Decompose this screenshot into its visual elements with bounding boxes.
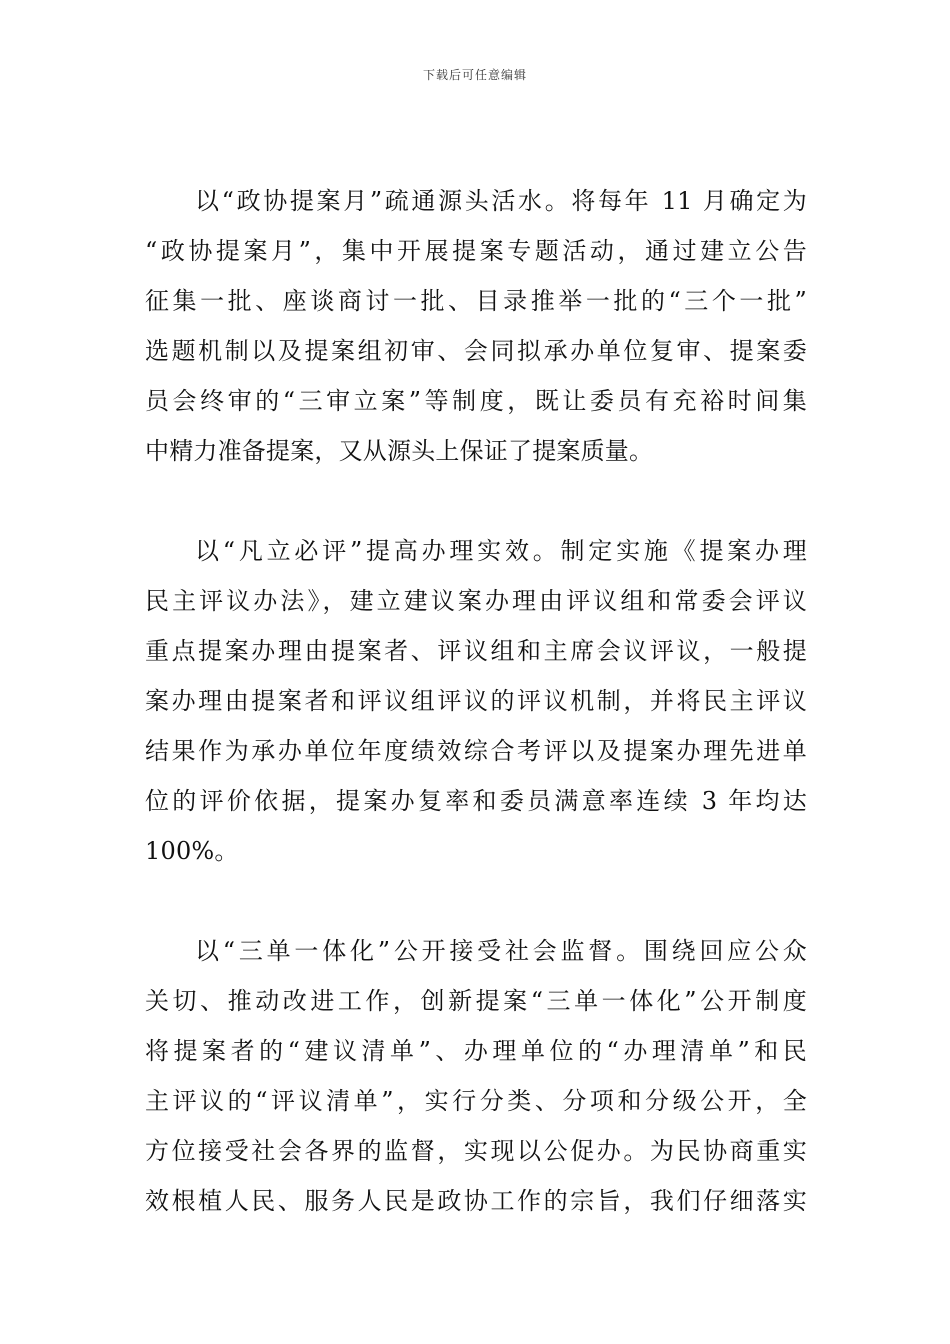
paragraph-line: 位的评价依据，提案办复率和委员满意率连续 3 年均达 bbox=[145, 787, 807, 815]
paragraph-line: 民主评议办法》，建立建议案办理由评议组和常委会评议 bbox=[145, 587, 807, 615]
paragraph-line: 结果作为承办单位年度绩效综合考评以及提案办理先进单 bbox=[145, 737, 807, 765]
paragraph-line: 以“凡立必评”提高办理实效。制定实施《提案办理 bbox=[195, 537, 807, 565]
paragraph-line: 中精力准备提案，又从源头上保证了提案质量。 bbox=[145, 437, 654, 465]
paragraph-line: 选题机制以及提案组初审、会同拟承办单位复审、提案委 bbox=[145, 337, 807, 365]
header-note: 下载后可任意编辑 bbox=[422, 68, 527, 82]
paragraph-line: 以“三单一体化”公开接受社会监督。围绕回应公众 bbox=[195, 937, 807, 965]
paragraph-line: 主评议的“评议清单”，实行分类、分项和分级公开，全 bbox=[145, 1087, 807, 1115]
paragraph-line: 案办理由提案者和评议组评议的评议机制，并将民主评议 bbox=[145, 687, 807, 715]
paragraph-line: 100%。 bbox=[145, 837, 239, 865]
paragraph-line: 将提案者的“建议清单”、办理单位的“办理清单”和民 bbox=[145, 1037, 807, 1065]
paragraph-line: “政协提案月”，集中开展提案专题活动，通过建立公告 bbox=[145, 237, 807, 265]
paragraph-line: 重点提案办理由提案者、评议组和主席会议评议，一般提 bbox=[145, 637, 807, 665]
paragraph-line: 方位接受社会各界的监督，实现以公促办。为民协商重实 bbox=[145, 1137, 807, 1165]
paragraph-line: 关切、推动改进工作，创新提案“三单一体化”公开制度 bbox=[145, 987, 807, 1015]
paragraph-line: 以“政协提案月”疏通源头活水。将每年 11 月确定为 bbox=[195, 187, 807, 215]
paragraph-2 bbox=[145, 526, 807, 876]
paragraph-line: 效根植人民、服务人民是政协工作的宗旨，我们仔细落实 bbox=[145, 1187, 807, 1215]
paragraph-1 bbox=[145, 176, 807, 476]
paragraph-3 bbox=[145, 926, 807, 1226]
paragraph-line: 征集一批、座谈商讨一批、目录推举一批的“三个一批” bbox=[145, 287, 807, 315]
paragraph-line: 员会终审的“三审立案”等制度，既让委员有充裕时间集 bbox=[145, 387, 807, 415]
document-body bbox=[145, 176, 807, 1276]
